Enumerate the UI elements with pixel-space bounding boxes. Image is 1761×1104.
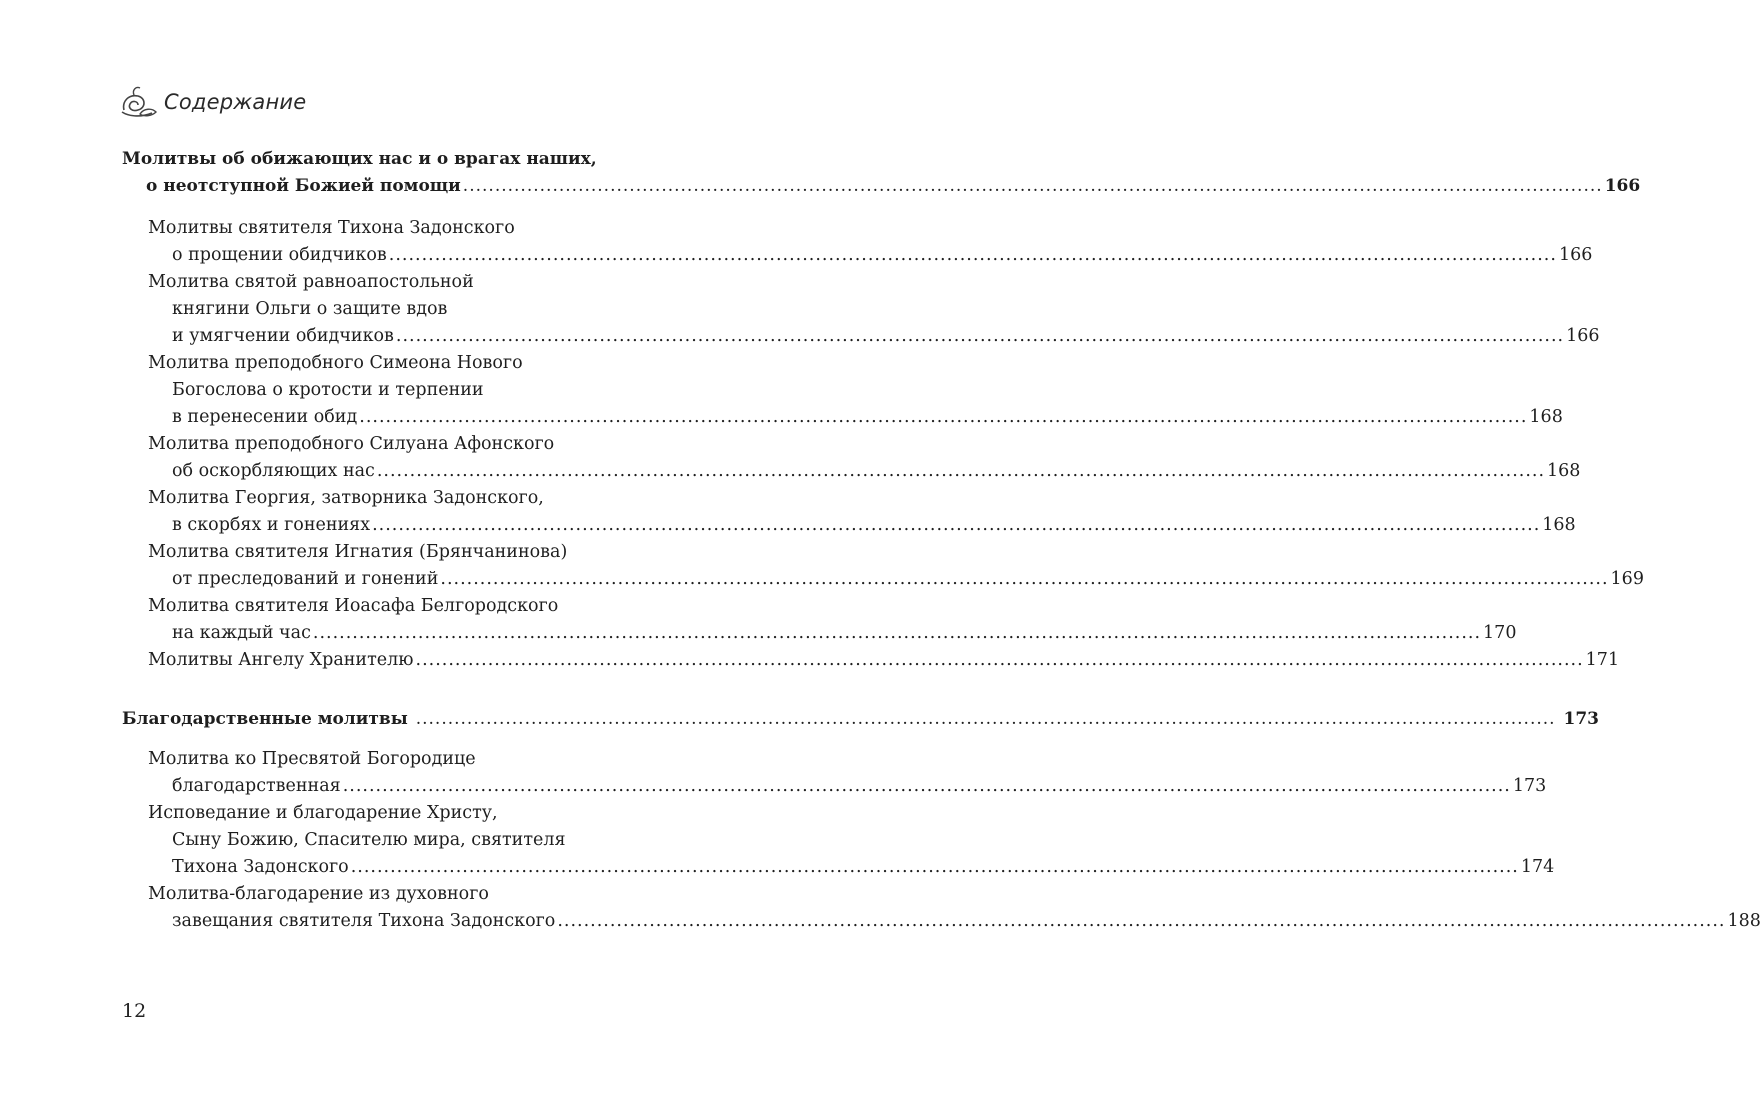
entry-line: Молитва преподобного Силуана Афонского [148,434,555,454]
page-ref: 173 [1563,709,1600,729]
page-title: Содержание [164,90,307,114]
entry-line: завещания святителя Тихона Задонского [172,911,556,931]
leader-dots [396,323,1564,350]
section-header [118,82,306,122]
page-ref: 168 [1547,461,1581,481]
entry-line: о прощении обидчиков [172,245,387,265]
toc-section [0,706,1761,935]
entry-line: Сыну Божию, Спасителю мира, святителя [172,830,566,850]
toc-entry[interactable] [0,593,1517,647]
section-title-line: Молитвы об обижающих нас и о врагах наших, [122,149,597,169]
entry-line: Молитвы Ангелу Хранителю [148,650,414,670]
toc-section [0,146,1644,674]
entry-line: Молитва Георгия, затворника Задонского, [148,488,544,508]
page-ref: 166 [1558,245,1593,265]
section-title-line: Благодарственные молитвы [122,709,408,729]
leader-dots [351,854,1519,881]
entry-line: Молитва-благодарение из духовного [148,884,489,904]
page-ref: 166 [1566,326,1600,346]
rose-leaf-ornament-icon [118,82,162,122]
page-ref: 169 [1610,569,1644,589]
page-ref: 170 [1483,623,1517,643]
toc-entry[interactable] [0,431,1581,485]
leader-dots [389,242,1557,269]
toc-entry[interactable] [0,485,1576,539]
entry-line: от преследований и гонений [172,569,439,589]
leader-dots [377,458,1545,485]
page-ref: 188 [1727,911,1761,931]
toc-entry[interactable] [0,746,1547,800]
toc-entry[interactable] [0,269,1600,350]
entry-line: Исповедание и благодарение Христу, [148,803,498,823]
entry-line: княгини Ольги о защите вдов [172,299,448,319]
entry-line: на каждый час [172,623,311,643]
leader-dots [463,173,1603,200]
entry-line: Молитва преподобного Симеона Нового [148,353,523,373]
entry-line: и умягчении обидчиков [172,326,394,346]
leader-dots [440,566,1608,593]
leader-dots [416,647,1584,674]
entry-line: Молитва ко Пресвятой Богородице [148,749,476,769]
page-ref: 168 [1529,407,1563,427]
leader-dots [372,512,1540,539]
page-ref: 171 [1585,650,1620,670]
toc-entry[interactable] [0,881,1761,935]
entry-line: Богослова о кротости и терпении [172,380,484,400]
page-ref: 174 [1520,857,1555,877]
leader-dots [343,773,1511,800]
leader-dots [359,404,1527,431]
leader-dots [313,620,1481,647]
entry-line: благодарственная [172,776,341,796]
toc-entry[interactable] [0,800,1555,881]
entry-line: в скорбях и гонениях [172,515,371,535]
section-title-line: о неотступной Божией помощи [146,176,461,196]
page-ref: 166 [1604,176,1641,196]
toc-entry[interactable] [0,539,1644,593]
entry-line: в перенесении обид [172,407,358,427]
leader-dots [416,709,1556,729]
entry-line: Молитва святителя Игнатия (Брянчанинова) [148,542,568,562]
page-ref: 168 [1542,515,1576,535]
leader-dots [557,908,1725,935]
entry-line: об оскорбляющих нас [172,461,375,481]
toc-entry[interactable] [0,647,1620,674]
entry-line: Молитва святителя Иоасафа Белгородского [148,596,559,616]
page-number: 12 [122,1000,147,1022]
entry-line: Тихона Задонского [172,857,349,877]
entry-line: Молитва святой равноапостольной [148,272,474,292]
entry-line: Молитвы святителя Тихона Задонского [148,218,515,238]
page-ref: 173 [1512,776,1547,796]
toc-entry[interactable] [0,215,1593,269]
toc-entry[interactable] [0,350,1563,431]
table-of-contents [0,146,1761,935]
